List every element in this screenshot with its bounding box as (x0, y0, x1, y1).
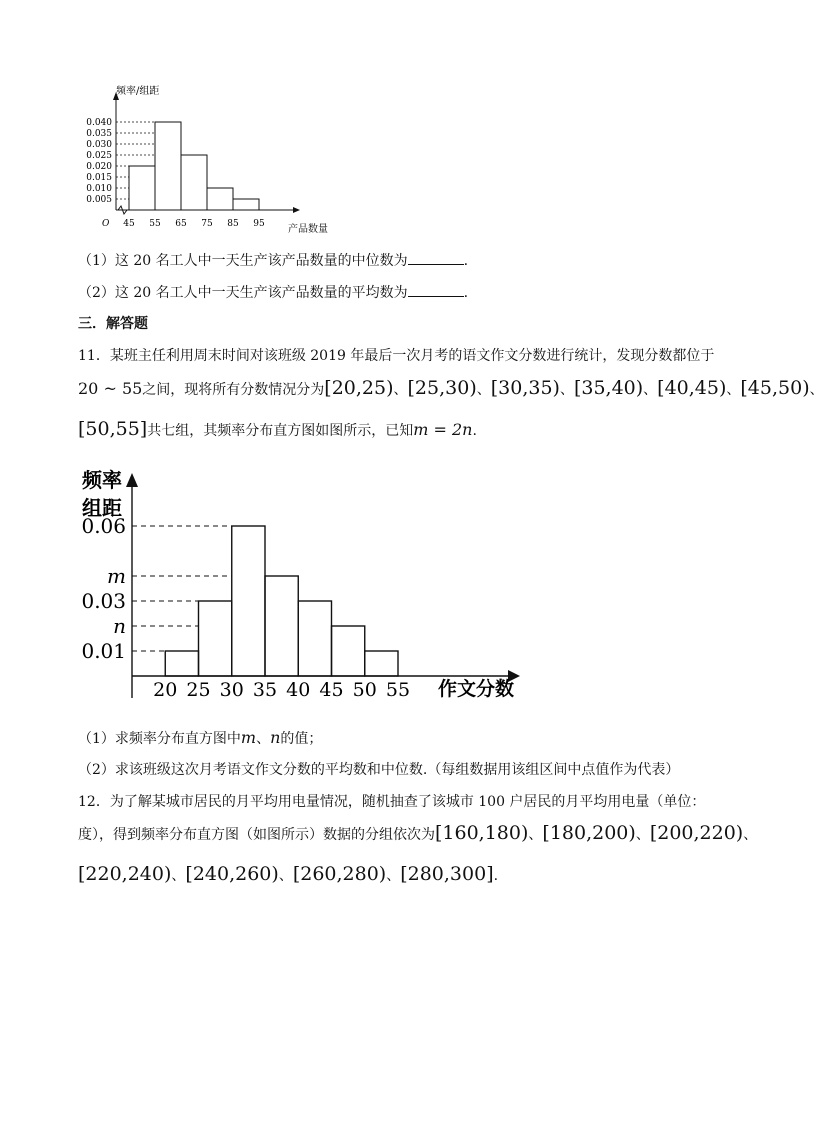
x-axis-label: 作文分数 (438, 678, 515, 700)
y-tick-label: 0.01 (81, 639, 126, 663)
y-tick-label: 0.035 (86, 129, 112, 139)
interval: [45,50) (740, 377, 810, 399)
histogram-bar (165, 651, 198, 676)
histogram-bar (365, 651, 398, 676)
x-tick-label: 95 (253, 219, 265, 229)
chart-production-histogram (78, 80, 348, 240)
interval: [200,220) (649, 822, 744, 844)
origin-label: O (102, 219, 110, 229)
histogram-bar (129, 166, 155, 210)
interval: [35,40) (573, 377, 644, 399)
interval: [260,280) (292, 863, 387, 885)
x-tick-label: 50 (352, 679, 377, 701)
x-axis-label: 产品数量 (288, 224, 328, 235)
histogram-bar (207, 188, 233, 210)
x-tick-label: 85 (227, 219, 239, 229)
y-tick-label: 0.020 (86, 162, 112, 172)
q10-sub1: （1）这 20 名工人中一天生产该产品数量的中位数为 . (78, 250, 468, 270)
y-tick-label: 0.015 (86, 173, 112, 183)
interval: [180,200) (542, 822, 636, 844)
q11-line2: 20 ~ 55之间，现将所有分数情况分为[20,25)、[25,30)、[30,35)、[35,40)、[40,45)、[45,50)、 (78, 377, 824, 399)
x-tick-label: 55 (149, 219, 161, 229)
q11-sub2: （2）求该班级这次月考语文作文分数的平均数和中位数.（每组数据用该组区间中点值作为代表） (78, 762, 680, 778)
answer-blank-median (408, 250, 464, 265)
histogram-bar (265, 576, 298, 676)
interval: [50,55] (78, 418, 148, 440)
answer-blank-mean (408, 282, 464, 297)
x-tick-label: 30 (219, 679, 244, 701)
interval: [30,35) (490, 377, 560, 399)
x-tick-label: 35 (252, 679, 278, 701)
y-tick-label: 0.030 (86, 140, 112, 150)
histogram-bar (155, 122, 181, 210)
interval: [40,45) (657, 377, 727, 399)
x-tick-label: 65 (175, 219, 187, 229)
section-heading: 三．解答题 (78, 316, 148, 332)
histogram-bar (332, 626, 365, 676)
histogram-bar (232, 526, 265, 676)
y-axis-label-bottom: 组距 (82, 496, 122, 520)
y-tick-label: m (107, 564, 126, 588)
x-tick-label: 25 (186, 679, 211, 701)
y-tick-label: 0.010 (86, 184, 112, 194)
x-tick-label: 75 (201, 219, 213, 229)
histogram-bar (298, 601, 331, 676)
interval: [160,180) (435, 822, 529, 844)
q11-line1: 11．某班主任利用周末时间对该班级 2019 年最后一次月考的语文作文分数进行统计，发现分数都位于 (78, 348, 715, 364)
interval: [20,25) (324, 377, 394, 399)
histogram-bar (233, 199, 259, 210)
histogram-bar (199, 601, 232, 676)
chart-essay-score-histogram (70, 455, 530, 715)
y-tick-label: 0.03 (81, 589, 126, 613)
x-tick-label: 20 (153, 679, 178, 701)
x-tick-label: 45 (123, 219, 135, 229)
interval: [280,300] (400, 863, 494, 885)
y-tick-label: n (113, 614, 126, 638)
relation: m = 2n (413, 420, 473, 439)
interval: [220,240) (78, 863, 172, 885)
q10-sub2: （2）这 20 名工人中一天生产该产品数量的平均数为 . (78, 282, 468, 302)
x-tick-label: 45 (319, 679, 344, 701)
q12-line2: 度），得到频率分布直方图（如图所示）数据的分组依次为[160,180)、[180,200)、[200,220)、 (78, 822, 758, 844)
interval: [240,260) (185, 863, 279, 885)
y-tick-label: 0.025 (86, 151, 112, 161)
x-tick-label: 40 (286, 679, 311, 701)
q11-sub1: （1）求频率分布直方图中m、n的值； (78, 728, 323, 747)
y-tick-label: 0.06 (81, 514, 126, 538)
y-tick-label: 0.040 (86, 118, 112, 128)
q11-line3: [50,55]共七组，其频率分布直方图如图所示，已知m = 2n. (78, 418, 477, 440)
y-tick-label: 0.005 (86, 195, 112, 205)
y-axis-label-top: 频率 (82, 468, 122, 492)
x-tick-label: 55 (385, 679, 411, 701)
q12-line3: [220,240)、[240,260)、[260,280)、[280,300]. (78, 863, 499, 885)
histogram-bar (181, 155, 207, 210)
y-axis-label: 频率/组距 (116, 86, 160, 97)
interval: [25,30) (407, 377, 477, 399)
q12-line1: 12．为了解某城市居民的月平均用电量情况，随机抽查了该城市 100 户居民的月平均用电量（单位： (78, 794, 706, 810)
